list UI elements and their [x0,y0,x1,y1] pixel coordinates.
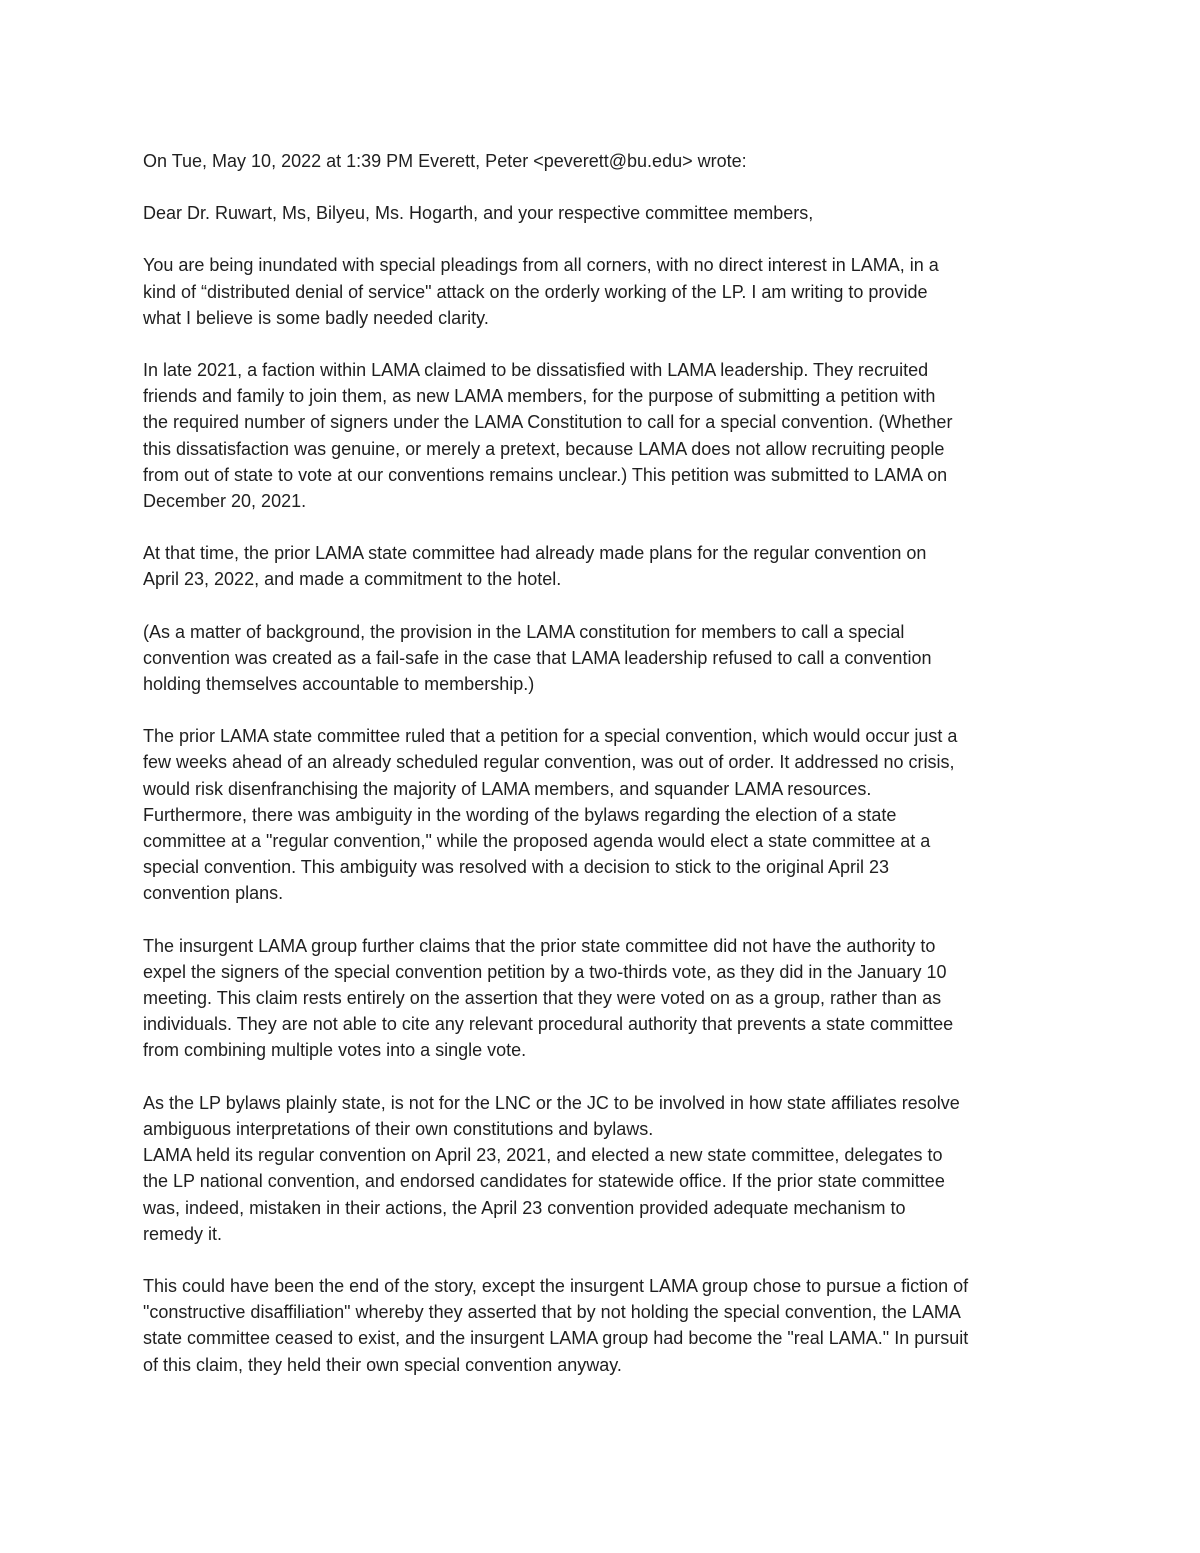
paragraph-8: LAMA held its regular convention on April 23, 2021, and elected a new state committee, delegates to the LP national convention, and endorsed candidates for statewide office. If the prior state committee was, indeed, mistaken in their actions, the April 23 convention provided adequate mechanism to remedy it. [143,1145,945,1244]
paragraph-6: The insurgent LAMA group further claims that the prior state committee did not have the authority to expel the signers of the special convention petition by a two-thirds vote, as they did in the January 10 meeting. This claim rests entirely on the assertion that they were voted on as a group, rather than as individuals. They are not able to cite any relevant procedural authority that prevents a state committee from combining multiple votes into a single vote. [143,935,954,1061]
letter-page [143,148,1063,1404]
paragraph-4: (As a matter of background, the provision in the LAMA constitution for members to call a special convention was created as a fail-safe in the case that LAMA leadership refused to call a convention holding themselves accountable to membership.) [143,621,932,695]
paragraph-5: The prior LAMA state committee ruled that a petition for a special convention, which would occur just a few weeks ahead of an already scheduled regular convention, was out of order. It addressed no crisis, would risk disenfranchising the majority of LAMA members, and squander LAMA resources. Furthermore, there was ambiguity in the wording of the bylaws regarding the election of a state committee at a "regular convention," while the proposed agenda would elect a state committee at a special convention. This ambiguity was resolved with a decision to stick to the original April 23 convention plans. [143,726,958,904]
email-header: On Tue, May 10, 2022 at 1:39 PM Everett, Peter <peverett@bu.edu> wrote: [143,151,747,171]
paragraph-3: At that time, the prior LAMA state committee had already made plans for the regular convention on April 23, 2022, and made a commitment to the hotel. [143,543,927,590]
paragraph-7: As the LP bylaws plainly state, is not for the LNC or the JC to be involved in how state affiliates resolve ambiguous interpretations of their own constitutions and bylaws. [143,1092,960,1139]
paragraph-2: In late 2021, a faction within LAMA claimed to be dissatisfied with LAMA leadership. They recruited friends and family to join them, as new LAMA members, for the purpose of submitting a petition with the required number of signers under the LAMA Constitution to call for a special convention. (Whether this dissatisfaction was genuine, or merely a pretext, because LAMA does not allow recruiting people from out of state to vote at our conventions remains unclear.) This petition was submitted to LAMA on December 20, 2021. [143,360,953,512]
paragraph-9: This could have been the end of the story, except the insurgent LAMA group chose to pursue a fiction of "constructive disaffiliation" whereby they asserted that by not holding the special convention, the LAMA state committee ceased to exist, and the insurgent LAMA group had become the "real LAMA." In pursuit of this claim, they held their own special convention anyway. [143,1275,969,1375]
paragraph-1: You are being inundated with special pleadings from all corners, with no direct interest in LAMA, in a kind of “distributed denial of service" attack on the orderly working of the LP. I am writing to provide what I believe is some badly needed clarity. [143,255,939,328]
salutation: Dear Dr. Ruwart, Ms, Bilyeu, Ms. Hogarth, and your respective committee members, [143,203,814,224]
